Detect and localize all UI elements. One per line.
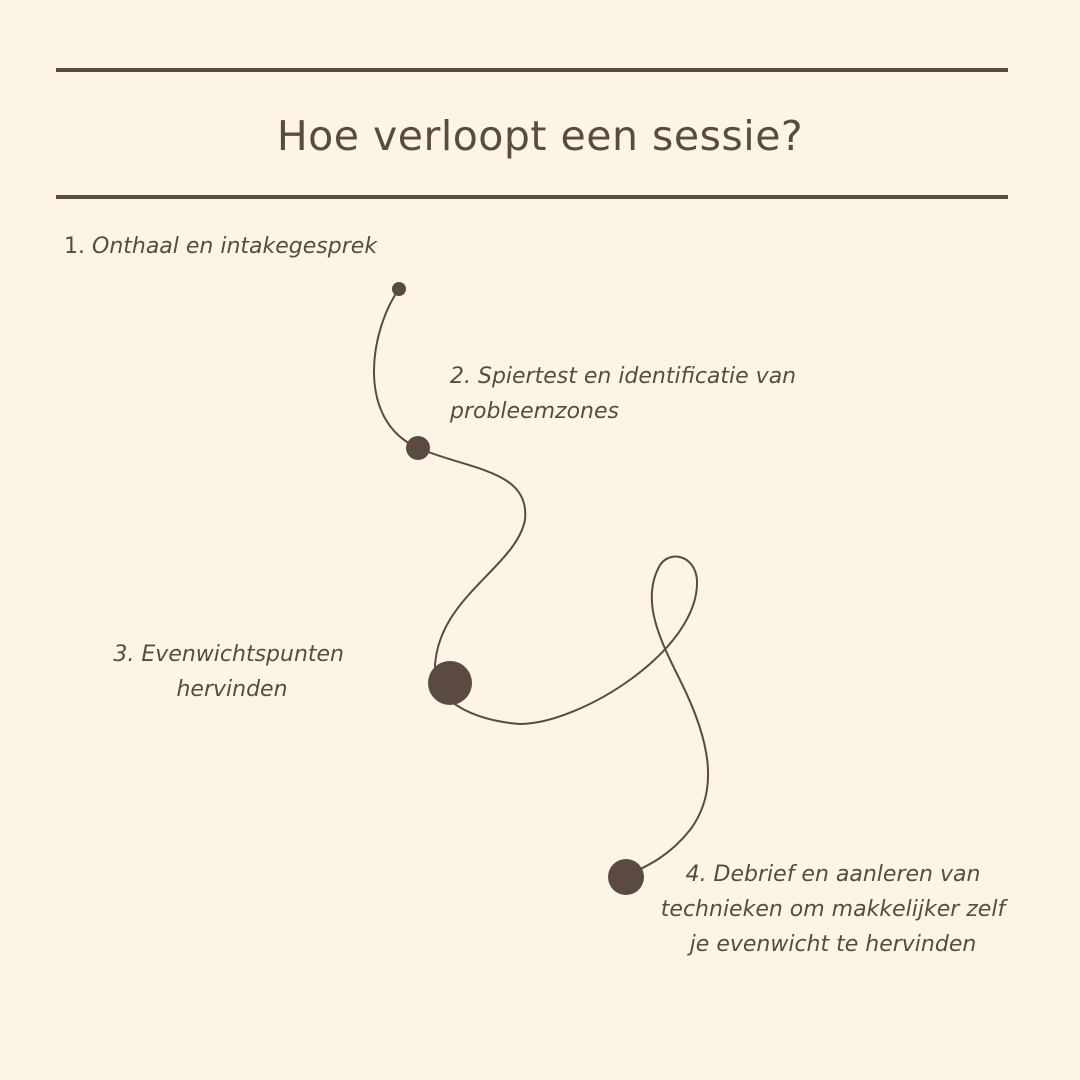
step-2-line-2: probleemzones [450, 399, 619, 424]
page-title: Hoe verloopt een sessie? [276, 112, 804, 160]
step-4-line-3: je evenwicht te hervinden [689, 932, 977, 957]
step-2-dot [406, 436, 430, 460]
step-3-line-2: hervinden [176, 677, 288, 702]
step-2-label [450, 359, 796, 429]
step-3-dot [428, 661, 472, 705]
step-3-label [60, 637, 344, 707]
step-1-label [64, 229, 377, 264]
step-1-text: Onthaal en intakegesprek [92, 234, 378, 259]
step-4-label [638, 857, 1028, 962]
step-1-number: 1. [64, 234, 85, 259]
step-4-line-1: 4. Debrief en aanleren van [685, 862, 981, 887]
step-3-line-1: 3. Evenwichtspunten [113, 642, 344, 667]
step-4-line-2: technieken om makkelijker zelf [660, 897, 1006, 922]
step-2-line-1: 2. Spiertest en identificatie van [450, 364, 797, 389]
step-1-dot [392, 282, 406, 296]
